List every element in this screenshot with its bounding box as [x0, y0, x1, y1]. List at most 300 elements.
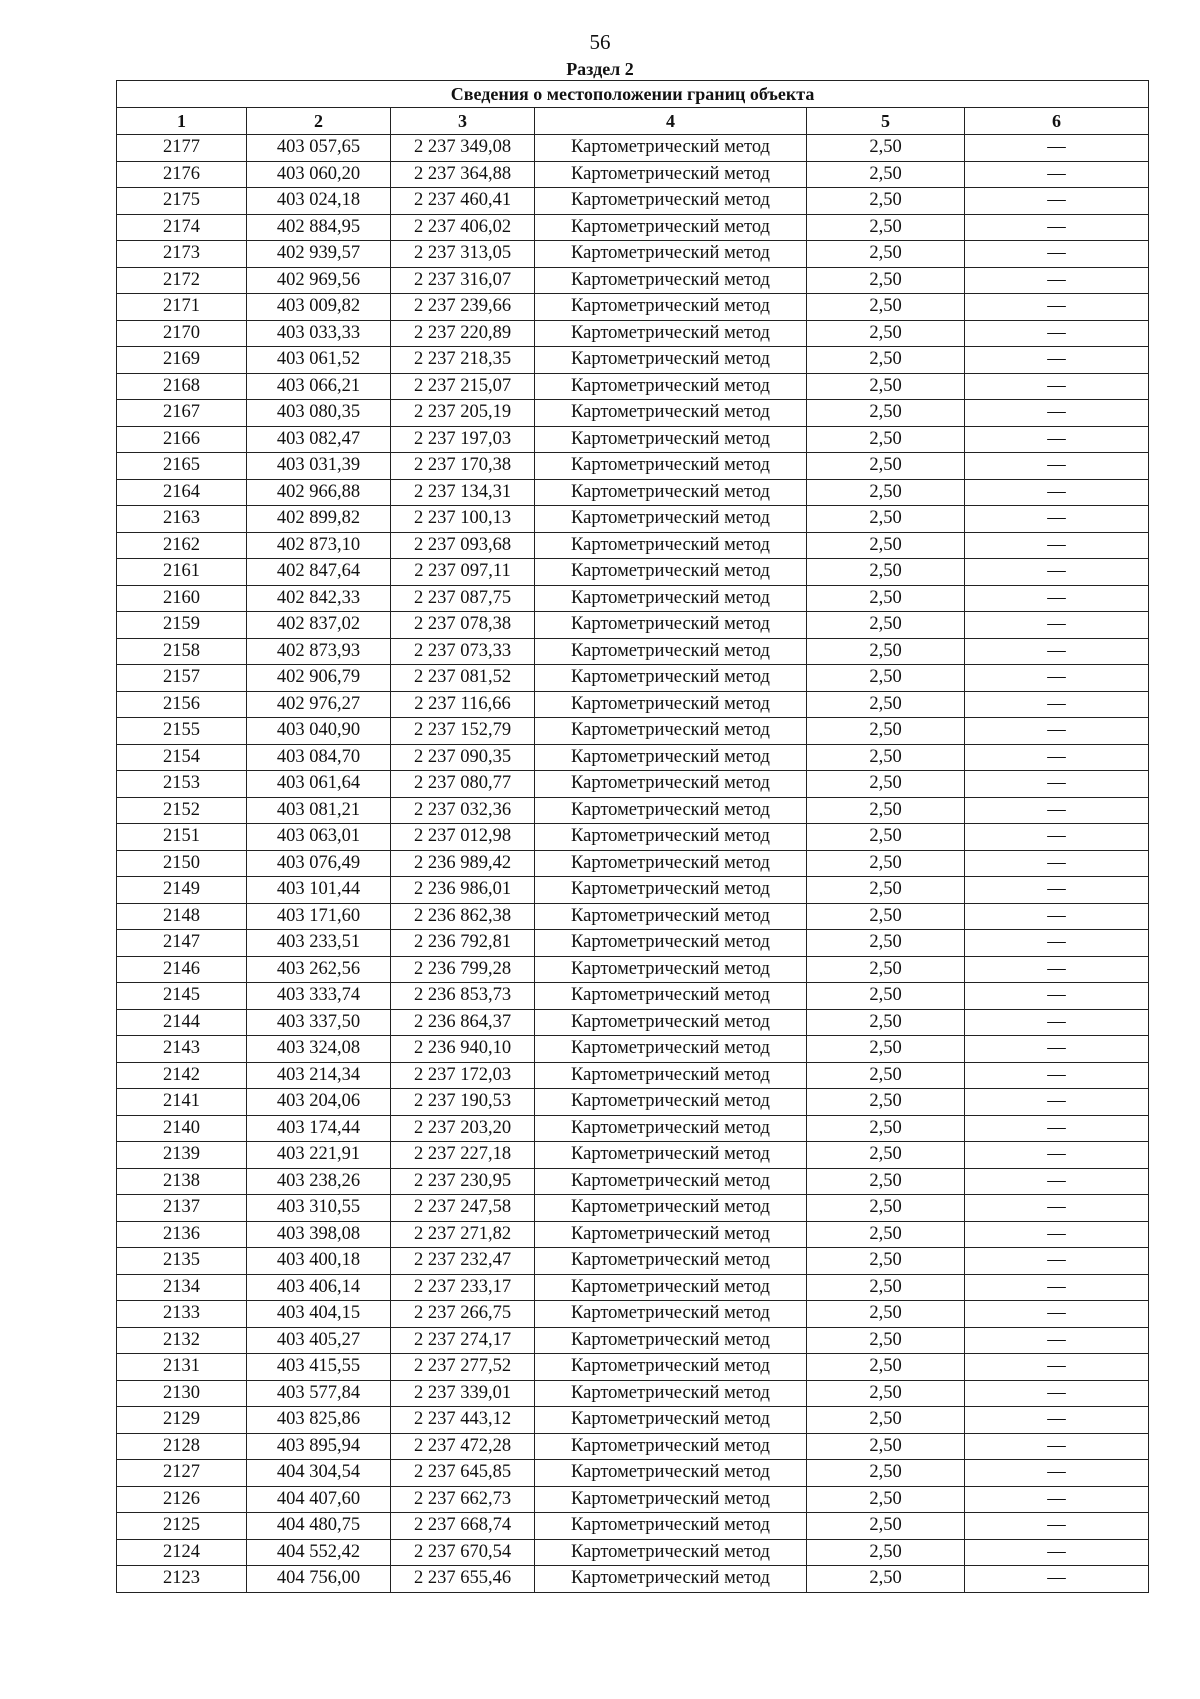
y-coordinate-cell: 2 236 799,28: [391, 956, 535, 983]
description-cell: —: [965, 1248, 1149, 1275]
method-cell: Картометрический метод: [535, 1301, 807, 1328]
accuracy-cell: 2,50: [807, 1248, 965, 1275]
description-cell: —: [965, 214, 1149, 241]
point-number-cell: 2123: [117, 1566, 247, 1593]
method-cell: Картометрический метод: [535, 1248, 807, 1275]
accuracy-cell: 2,50: [807, 188, 965, 215]
table-row: [117, 665, 1149, 692]
x-coordinate-cell: 403 009,82: [247, 294, 391, 321]
table-row: [117, 214, 1149, 241]
y-coordinate-cell: 2 237 087,75: [391, 585, 535, 612]
table-row: [117, 983, 1149, 1010]
section-title: Раздел 2: [566, 59, 634, 79]
y-coordinate-cell: 2 237 078,38: [391, 612, 535, 639]
x-coordinate-cell: 402 939,57: [247, 241, 391, 268]
table-row: [117, 691, 1149, 718]
method-cell: Картометрический метод: [535, 161, 807, 188]
description-cell: —: [965, 532, 1149, 559]
method-cell: Картометрический метод: [535, 135, 807, 162]
y-coordinate-cell: 2 237 218,35: [391, 347, 535, 374]
point-number-cell: 2175: [117, 188, 247, 215]
point-number-cell: 2132: [117, 1327, 247, 1354]
method-cell: Картометрический метод: [535, 1354, 807, 1381]
accuracy-cell: 2,50: [807, 453, 965, 480]
method-cell: Картометрический метод: [535, 1407, 807, 1434]
accuracy-cell: 2,50: [807, 797, 965, 824]
description-cell: —: [965, 771, 1149, 798]
accuracy-cell: 2,50: [807, 1354, 965, 1381]
x-coordinate-cell: 403 066,21: [247, 373, 391, 400]
point-number-cell: 2160: [117, 585, 247, 612]
table-row: [117, 771, 1149, 798]
table-row: [117, 479, 1149, 506]
description-cell: —: [965, 267, 1149, 294]
point-number-cell: 2165: [117, 453, 247, 480]
table-row: [117, 638, 1149, 665]
x-coordinate-cell: 402 969,56: [247, 267, 391, 294]
x-coordinate-cell: 403 076,49: [247, 850, 391, 877]
table-row: [117, 294, 1149, 321]
y-coordinate-cell: 2 237 316,07: [391, 267, 535, 294]
table-row: [117, 718, 1149, 745]
x-coordinate-cell: 404 304,54: [247, 1460, 391, 1487]
y-coordinate-cell: 2 237 364,88: [391, 161, 535, 188]
x-coordinate-cell: 403 080,35: [247, 400, 391, 427]
y-coordinate-cell: 2 236 989,42: [391, 850, 535, 877]
y-coordinate-cell: 2 237 271,82: [391, 1221, 535, 1248]
description-cell: —: [965, 797, 1149, 824]
x-coordinate-cell: 403 415,55: [247, 1354, 391, 1381]
method-cell: Картометрический метод: [535, 638, 807, 665]
x-coordinate-cell: 402 899,82: [247, 506, 391, 533]
description-cell: —: [965, 691, 1149, 718]
method-cell: Картометрический метод: [535, 347, 807, 374]
accuracy-cell: 2,50: [807, 1115, 965, 1142]
x-coordinate-cell: 403 404,15: [247, 1301, 391, 1328]
table-row: [117, 1513, 1149, 1540]
method-cell: Картометрический метод: [535, 824, 807, 851]
method-cell: Картометрический метод: [535, 1380, 807, 1407]
method-cell: Картометрический метод: [535, 1433, 807, 1460]
accuracy-cell: 2,50: [807, 956, 965, 983]
accuracy-cell: 2,50: [807, 1142, 965, 1169]
y-coordinate-cell: 2 237 645,85: [391, 1460, 535, 1487]
point-number-cell: 2159: [117, 612, 247, 639]
table-row: [117, 426, 1149, 453]
column-header: 6: [965, 108, 1149, 135]
accuracy-cell: 2,50: [807, 479, 965, 506]
point-number-cell: 2145: [117, 983, 247, 1010]
y-coordinate-cell: 2 237 227,18: [391, 1142, 535, 1169]
method-cell: Картометрический метод: [535, 771, 807, 798]
method-cell: Картометрический метод: [535, 877, 807, 904]
method-cell: Картометрический метод: [535, 267, 807, 294]
accuracy-cell: 2,50: [807, 1274, 965, 1301]
description-cell: —: [965, 1195, 1149, 1222]
description-cell: —: [965, 956, 1149, 983]
point-number-cell: 2176: [117, 161, 247, 188]
description-cell: —: [965, 903, 1149, 930]
point-number-cell: 2142: [117, 1062, 247, 1089]
description-cell: —: [965, 718, 1149, 745]
description-cell: —: [965, 1301, 1149, 1328]
accuracy-cell: 2,50: [807, 1460, 965, 1487]
point-number-cell: 2170: [117, 320, 247, 347]
table-row: [117, 744, 1149, 771]
accuracy-cell: 2,50: [807, 744, 965, 771]
method-cell: Картометрический метод: [535, 850, 807, 877]
table-row: [117, 241, 1149, 268]
y-coordinate-cell: 2 237 215,07: [391, 373, 535, 400]
accuracy-cell: 2,50: [807, 267, 965, 294]
accuracy-cell: 2,50: [807, 612, 965, 639]
table-row: [117, 956, 1149, 983]
method-cell: Картометрический метод: [535, 400, 807, 427]
accuracy-cell: 2,50: [807, 638, 965, 665]
point-number-cell: 2156: [117, 691, 247, 718]
x-coordinate-cell: 403 061,64: [247, 771, 391, 798]
y-coordinate-cell: 2 237 460,41: [391, 188, 535, 215]
method-cell: Картометрический метод: [535, 1036, 807, 1063]
point-number-cell: 2158: [117, 638, 247, 665]
point-number-cell: 2127: [117, 1460, 247, 1487]
point-number-cell: 2164: [117, 479, 247, 506]
y-coordinate-cell: 2 237 190,53: [391, 1089, 535, 1116]
y-coordinate-cell: 2 237 172,03: [391, 1062, 535, 1089]
x-coordinate-cell: 403 031,39: [247, 453, 391, 480]
accuracy-cell: 2,50: [807, 532, 965, 559]
table-row: [117, 267, 1149, 294]
point-number-cell: 2140: [117, 1115, 247, 1142]
y-coordinate-cell: 2 237 232,47: [391, 1248, 535, 1275]
accuracy-cell: 2,50: [807, 559, 965, 586]
x-coordinate-cell: 403 221,91: [247, 1142, 391, 1169]
table-row: [117, 797, 1149, 824]
point-number-cell: 2163: [117, 506, 247, 533]
description-cell: —: [965, 1539, 1149, 1566]
table-row: [117, 1115, 1149, 1142]
column-header: 2: [247, 108, 391, 135]
column-header: 3: [391, 108, 535, 135]
description-cell: —: [965, 1221, 1149, 1248]
point-number-cell: 2130: [117, 1380, 247, 1407]
x-coordinate-cell: 403 333,74: [247, 983, 391, 1010]
table-row: [117, 1142, 1149, 1169]
table-header-row: [117, 108, 1149, 135]
method-cell: Картометрический метод: [535, 718, 807, 745]
point-number-cell: 2129: [117, 1407, 247, 1434]
method-cell: Картометрический метод: [535, 744, 807, 771]
method-cell: Картометрический метод: [535, 506, 807, 533]
y-coordinate-cell: 2 237 097,11: [391, 559, 535, 586]
method-cell: Картометрический метод: [535, 1221, 807, 1248]
description-cell: —: [965, 1168, 1149, 1195]
y-coordinate-cell: 2 237 093,68: [391, 532, 535, 559]
method-cell: Картометрический метод: [535, 1195, 807, 1222]
table-row: [117, 532, 1149, 559]
accuracy-cell: 2,50: [807, 1539, 965, 1566]
description-cell: —: [965, 161, 1149, 188]
y-coordinate-cell: 2 236 792,81: [391, 930, 535, 957]
method-cell: Картометрический метод: [535, 426, 807, 453]
accuracy-cell: 2,50: [807, 850, 965, 877]
table-row: [117, 850, 1149, 877]
table-row: [117, 506, 1149, 533]
table-row: [117, 347, 1149, 374]
point-number-cell: 2161: [117, 559, 247, 586]
table-row: [117, 1036, 1149, 1063]
description-cell: —: [965, 400, 1149, 427]
point-number-cell: 2174: [117, 214, 247, 241]
point-number-cell: 2146: [117, 956, 247, 983]
description-cell: —: [965, 1486, 1149, 1513]
method-cell: Картометрический метод: [535, 294, 807, 321]
x-coordinate-cell: 403 400,18: [247, 1248, 391, 1275]
method-cell: Картометрический метод: [535, 214, 807, 241]
accuracy-cell: 2,50: [807, 373, 965, 400]
table-row: [117, 1539, 1149, 1566]
x-coordinate-cell: 403 060,20: [247, 161, 391, 188]
y-coordinate-cell: 2 237 313,05: [391, 241, 535, 268]
method-cell: Картометрический метод: [535, 903, 807, 930]
accuracy-cell: 2,50: [807, 214, 965, 241]
table-row: [117, 1301, 1149, 1328]
y-coordinate-cell: 2 237 220,89: [391, 320, 535, 347]
description-cell: —: [965, 347, 1149, 374]
point-number-cell: 2133: [117, 1301, 247, 1328]
x-coordinate-cell: 403 825,86: [247, 1407, 391, 1434]
accuracy-cell: 2,50: [807, 1327, 965, 1354]
x-coordinate-cell: 403 204,06: [247, 1089, 391, 1116]
method-cell: Картометрический метод: [535, 1142, 807, 1169]
method-cell: Картометрический метод: [535, 1115, 807, 1142]
x-coordinate-cell: 404 756,00: [247, 1566, 391, 1593]
x-coordinate-cell: 403 337,50: [247, 1009, 391, 1036]
x-coordinate-cell: 403 895,94: [247, 1433, 391, 1460]
table-row: [117, 400, 1149, 427]
x-coordinate-cell: 403 101,44: [247, 877, 391, 904]
description-cell: —: [965, 294, 1149, 321]
point-number-cell: 2138: [117, 1168, 247, 1195]
description-cell: —: [965, 479, 1149, 506]
point-number-cell: 2169: [117, 347, 247, 374]
y-coordinate-cell: 2 237 670,54: [391, 1539, 535, 1566]
y-coordinate-cell: 2 237 205,19: [391, 400, 535, 427]
table-caption-row: [117, 81, 1149, 108]
accuracy-cell: 2,50: [807, 161, 965, 188]
method-cell: Картометрический метод: [535, 585, 807, 612]
description-cell: —: [965, 1115, 1149, 1142]
method-cell: Картометрический метод: [535, 1089, 807, 1116]
table-row: [117, 161, 1149, 188]
accuracy-cell: 2,50: [807, 1089, 965, 1116]
description-cell: —: [965, 1274, 1149, 1301]
accuracy-cell: 2,50: [807, 1407, 965, 1434]
x-coordinate-cell: 403 262,56: [247, 956, 391, 983]
table-row: [117, 188, 1149, 215]
method-cell: Картометрический метод: [535, 188, 807, 215]
description-cell: —: [965, 930, 1149, 957]
table-row: [117, 1089, 1149, 1116]
point-number-cell: 2135: [117, 1248, 247, 1275]
x-coordinate-cell: 402 873,93: [247, 638, 391, 665]
point-number-cell: 2136: [117, 1221, 247, 1248]
description-cell: —: [965, 1142, 1149, 1169]
y-coordinate-cell: 2 237 247,58: [391, 1195, 535, 1222]
table-row: [117, 877, 1149, 904]
description-cell: —: [965, 850, 1149, 877]
y-coordinate-cell: 2 236 940,10: [391, 1036, 535, 1063]
table-row: [117, 1168, 1149, 1195]
description-cell: —: [965, 135, 1149, 162]
point-number-cell: 2125: [117, 1513, 247, 1540]
accuracy-cell: 2,50: [807, 1221, 965, 1248]
point-number-cell: 2152: [117, 797, 247, 824]
accuracy-cell: 2,50: [807, 877, 965, 904]
point-number-cell: 2166: [117, 426, 247, 453]
y-coordinate-cell: 2 237 668,74: [391, 1513, 535, 1540]
method-cell: Картометрический метод: [535, 1539, 807, 1566]
table-row: [117, 1221, 1149, 1248]
accuracy-cell: 2,50: [807, 1009, 965, 1036]
accuracy-cell: 2,50: [807, 241, 965, 268]
description-cell: —: [965, 506, 1149, 533]
x-coordinate-cell: 403 057,65: [247, 135, 391, 162]
accuracy-cell: 2,50: [807, 294, 965, 321]
point-number-cell: 2173: [117, 241, 247, 268]
y-coordinate-cell: 2 237 266,75: [391, 1301, 535, 1328]
y-coordinate-cell: 2 237 170,38: [391, 453, 535, 480]
y-coordinate-cell: 2 237 134,31: [391, 479, 535, 506]
x-coordinate-cell: 403 238,26: [247, 1168, 391, 1195]
method-cell: Картометрический метод: [535, 1168, 807, 1195]
method-cell: Картометрический метод: [535, 665, 807, 692]
y-coordinate-cell: 2 237 012,98: [391, 824, 535, 851]
method-cell: Картометрический метод: [535, 1274, 807, 1301]
point-number-cell: 2154: [117, 744, 247, 771]
table-row: [117, 1195, 1149, 1222]
point-number-cell: 2134: [117, 1274, 247, 1301]
accuracy-cell: 2,50: [807, 135, 965, 162]
description-cell: —: [965, 612, 1149, 639]
accuracy-cell: 2,50: [807, 1062, 965, 1089]
description-cell: —: [965, 1036, 1149, 1063]
table-row: [117, 453, 1149, 480]
table-row: [117, 930, 1149, 957]
description-cell: —: [965, 1407, 1149, 1434]
description-cell: —: [965, 585, 1149, 612]
description-cell: —: [965, 1380, 1149, 1407]
y-coordinate-cell: 2 237 277,52: [391, 1354, 535, 1381]
point-number-cell: 2171: [117, 294, 247, 321]
table-row: [117, 1248, 1149, 1275]
table-row: [117, 135, 1149, 162]
table-row: [117, 1009, 1149, 1036]
y-coordinate-cell: 2 237 116,66: [391, 691, 535, 718]
table-row: [117, 1566, 1149, 1593]
table-row: [117, 903, 1149, 930]
y-coordinate-cell: 2 237 197,03: [391, 426, 535, 453]
point-number-cell: 2137: [117, 1195, 247, 1222]
x-coordinate-cell: 402 847,64: [247, 559, 391, 586]
method-cell: Картометрический метод: [535, 241, 807, 268]
point-number-cell: 2131: [117, 1354, 247, 1381]
x-coordinate-cell: 402 976,27: [247, 691, 391, 718]
table-row: [117, 320, 1149, 347]
point-number-cell: 2147: [117, 930, 247, 957]
x-coordinate-cell: 403 061,52: [247, 347, 391, 374]
point-number-cell: 2172: [117, 267, 247, 294]
y-coordinate-cell: 2 237 073,33: [391, 638, 535, 665]
accuracy-cell: 2,50: [807, 400, 965, 427]
method-cell: Картометрический метод: [535, 1062, 807, 1089]
description-cell: —: [965, 983, 1149, 1010]
y-coordinate-cell: 2 237 662,73: [391, 1486, 535, 1513]
point-number-cell: 2155: [117, 718, 247, 745]
x-coordinate-cell: 402 906,79: [247, 665, 391, 692]
x-coordinate-cell: 403 174,44: [247, 1115, 391, 1142]
description-cell: —: [965, 1433, 1149, 1460]
table-row: [117, 1407, 1149, 1434]
table-row: [117, 1274, 1149, 1301]
description-cell: —: [965, 241, 1149, 268]
y-coordinate-cell: 2 237 032,36: [391, 797, 535, 824]
table-row: [117, 1327, 1149, 1354]
point-number-cell: 2168: [117, 373, 247, 400]
y-coordinate-cell: 2 237 655,46: [391, 1566, 535, 1593]
accuracy-cell: 2,50: [807, 824, 965, 851]
description-cell: —: [965, 665, 1149, 692]
method-cell: Картометрический метод: [535, 797, 807, 824]
x-coordinate-cell: 402 966,88: [247, 479, 391, 506]
accuracy-cell: 2,50: [807, 1195, 965, 1222]
table-row: [117, 1460, 1149, 1487]
page-number: 56: [589, 30, 611, 54]
y-coordinate-cell: 2 236 853,73: [391, 983, 535, 1010]
description-cell: —: [965, 638, 1149, 665]
x-coordinate-cell: 404 407,60: [247, 1486, 391, 1513]
description-cell: —: [965, 1354, 1149, 1381]
x-coordinate-cell: 404 480,75: [247, 1513, 391, 1540]
x-coordinate-cell: 403 324,08: [247, 1036, 391, 1063]
method-cell: Картометрический метод: [535, 983, 807, 1010]
description-cell: —: [965, 1513, 1149, 1540]
x-coordinate-cell: 403 040,90: [247, 718, 391, 745]
accuracy-cell: 2,50: [807, 347, 965, 374]
table-row: [117, 1354, 1149, 1381]
table-row: [117, 1380, 1149, 1407]
column-header: 5: [807, 108, 965, 135]
coordinates-table: [116, 80, 1149, 1593]
method-cell: Картометрический метод: [535, 691, 807, 718]
accuracy-cell: 2,50: [807, 320, 965, 347]
y-coordinate-cell: 2 237 090,35: [391, 744, 535, 771]
accuracy-cell: 2,50: [807, 1433, 965, 1460]
point-number-cell: 2144: [117, 1009, 247, 1036]
method-cell: Картометрический метод: [535, 532, 807, 559]
accuracy-cell: 2,50: [807, 585, 965, 612]
method-cell: Картометрический метод: [535, 1460, 807, 1487]
description-cell: —: [965, 1062, 1149, 1089]
y-coordinate-cell: 2 237 406,02: [391, 214, 535, 241]
table-row: [117, 1062, 1149, 1089]
accuracy-cell: 2,50: [807, 665, 965, 692]
accuracy-cell: 2,50: [807, 1168, 965, 1195]
y-coordinate-cell: 2 237 349,08: [391, 135, 535, 162]
description-cell: —: [965, 1089, 1149, 1116]
y-coordinate-cell: 2 236 986,01: [391, 877, 535, 904]
accuracy-cell: 2,50: [807, 1566, 965, 1593]
